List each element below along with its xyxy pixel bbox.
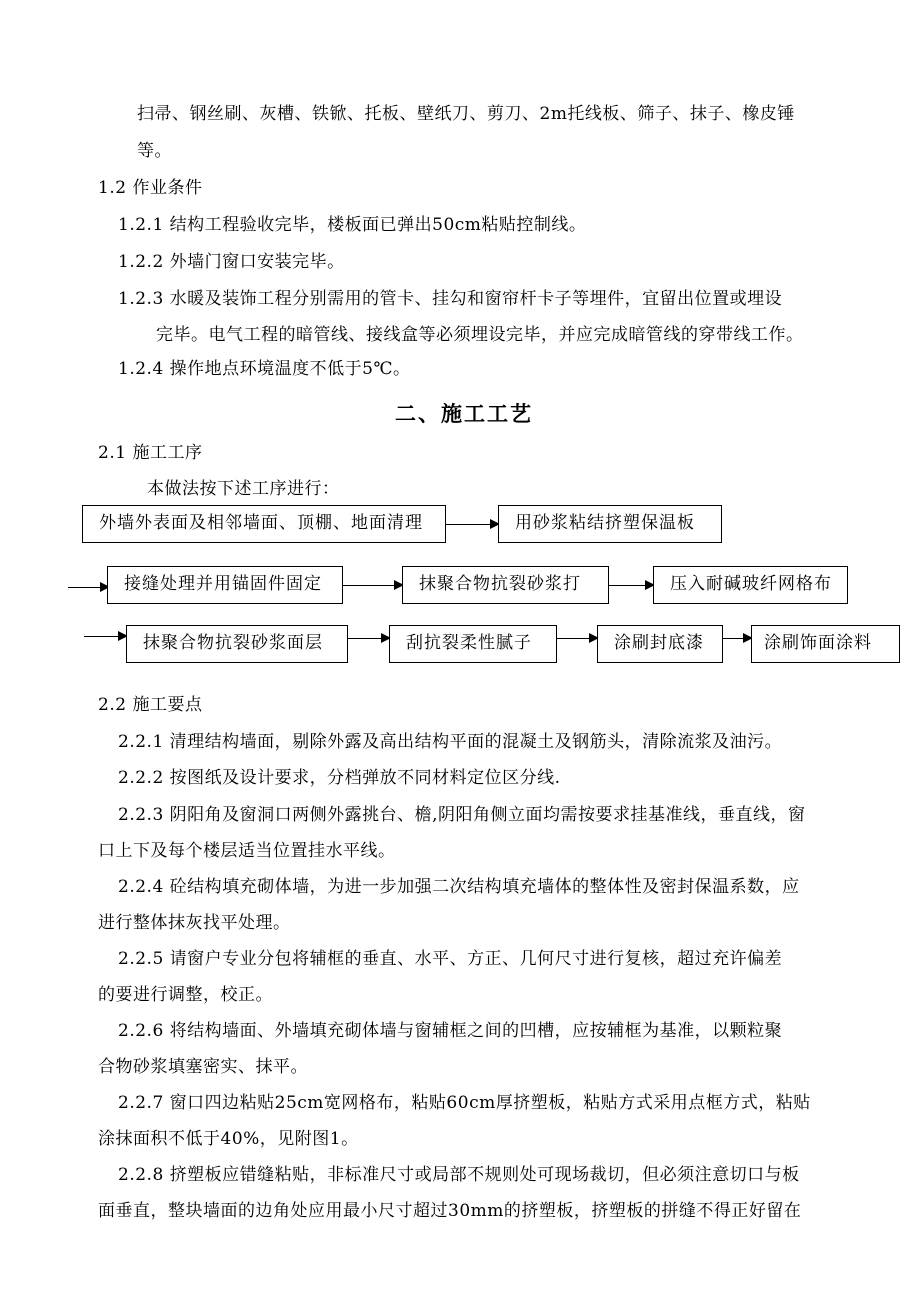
item-2-2-6-line-2: 合物砂浆填塞密实、抹平。	[98, 1057, 308, 1077]
flow-step-1: 外墙外表面及相邻墙面、顶棚、地面清理	[82, 505, 446, 543]
item-2-2-4-line-1: 2.2.4 砼结构填充砌体墙，为进一步加强二次结构填充墙体的整体性及密封保温系数，应	[118, 877, 800, 897]
chapter-2-title: 二、施工工艺	[395, 401, 533, 426]
flow-arrow-4-5	[609, 585, 653, 586]
item-2-2-6-line-1: 2.2.6 将结构墙面、外墙填充砌体墙与窗辅框之间的凹槽，应按辅框为基准，以颗粒聚	[118, 1021, 783, 1041]
section-2-1-title: 2.1 施工工序	[98, 443, 203, 463]
flow-step-2: 用砂浆粘结挤塑保温板	[498, 505, 722, 543]
item-2-2-8-line-2: 面垂直，整块墙面的边角处应用最小尺寸超过30mm的挤塑板，挤塑板的拼缝不得正好留在	[98, 1201, 802, 1221]
item-2-2-5-line-1: 2.2.5 请窗户专业分包将辅框的垂直、水平、方正、几何尺寸进行复核，超过充许偏差	[118, 949, 783, 969]
flow-step-4: 抹聚合物抗裂砂浆打	[402, 566, 609, 604]
tools-line-1: 扫帚、钢丝刷、灰槽、铁锨、托板、壁纸刀、剪刀、2m托线板、筛子、抹子、橡皮锤	[137, 104, 795, 124]
flow-arrow-into-6	[84, 636, 126, 637]
section-2-2-title: 2.2 施工要点	[98, 695, 203, 715]
flow-step-6: 抹聚合物抗裂砂浆面层	[126, 625, 348, 663]
flow-arrow-8-9	[723, 638, 751, 639]
section-1-2-title: 1.2 作业条件	[98, 178, 203, 198]
flow-step-3: 接缝处理并用锚固件固定	[107, 566, 343, 604]
flow-arrow-3-4	[343, 585, 402, 586]
item-1-2-1: 1.2.1 结构工程验收完毕，楼板面已弹出50cm粘贴控制线。	[118, 215, 587, 235]
item-2-2-7-line-2: 涂抹面积不低于40%，见附图1。	[98, 1129, 359, 1149]
item-2-2-5-line-2: 的要进行调整，校正。	[98, 985, 273, 1005]
item-2-2-1: 2.2.1 清理结构墙面，剔除外露及高出结构平面的混凝土及钢筋头，清除流浆及油污。	[118, 732, 783, 752]
flow-arrow-7-8	[557, 638, 597, 639]
flow-step-5: 压入耐碱玻纤网格布	[653, 566, 848, 604]
flow-step-8: 涂刷封底漆	[597, 625, 723, 663]
flow-arrow-into-3	[68, 587, 108, 588]
flow-step-9: 涂刷饰面涂料	[751, 625, 900, 663]
item-2-2-2: 2.2.2 按图纸及设计要求，分档弹放不同材料定位区分线.	[118, 768, 561, 788]
item-2-2-7-line-1: 2.2.7 窗口四边粘贴25cm宽网格布，粘贴60cm厚挤塑板，粘贴方式采用点框方式，粘贴	[118, 1093, 811, 1113]
item-1-2-3-line-2: 完毕。电气工程的暗管线、接线盒等必须埋设完毕，并应完成暗管线的穿带线工作。	[156, 325, 804, 345]
tools-line-2: 等。	[137, 141, 172, 161]
item-2-2-4-line-2: 进行整体抹灰找平处理。	[98, 913, 291, 933]
item-1-2-4: 1.2.4 操作地点环境温度不低于5℃。	[118, 359, 411, 379]
flow-step-7: 刮抗裂柔性腻子	[389, 625, 557, 663]
item-2-2-8-line-1: 2.2.8 挤塑板应错缝粘贴，非标准尺寸或局部不规则处可现场裁切，但必须注意切口与板	[118, 1165, 800, 1185]
section-2-1-intro: 本做法按下述工序进行：	[147, 479, 340, 499]
flow-arrow-1-2	[446, 524, 498, 525]
item-2-2-3-line-2: 口上下及每个楼层适当位置挂水平线。	[98, 841, 396, 861]
flow-arrow-6-7	[348, 638, 389, 639]
item-2-2-3-line-1: 2.2.3 阴阳角及窗洞口两侧外露挑台、檐,阴阳角侧立面均需按要求挂基准线，垂直线，窗	[118, 805, 806, 825]
item-1-2-3-line-1: 1.2.3 水暖及装饰工程分别需用的管卡、挂勾和窗帘杆卡子等埋件，宜留出位置或埋设	[118, 289, 783, 309]
item-1-2-2: 1.2.2 外墙门窗口安装完毕。	[118, 252, 345, 272]
